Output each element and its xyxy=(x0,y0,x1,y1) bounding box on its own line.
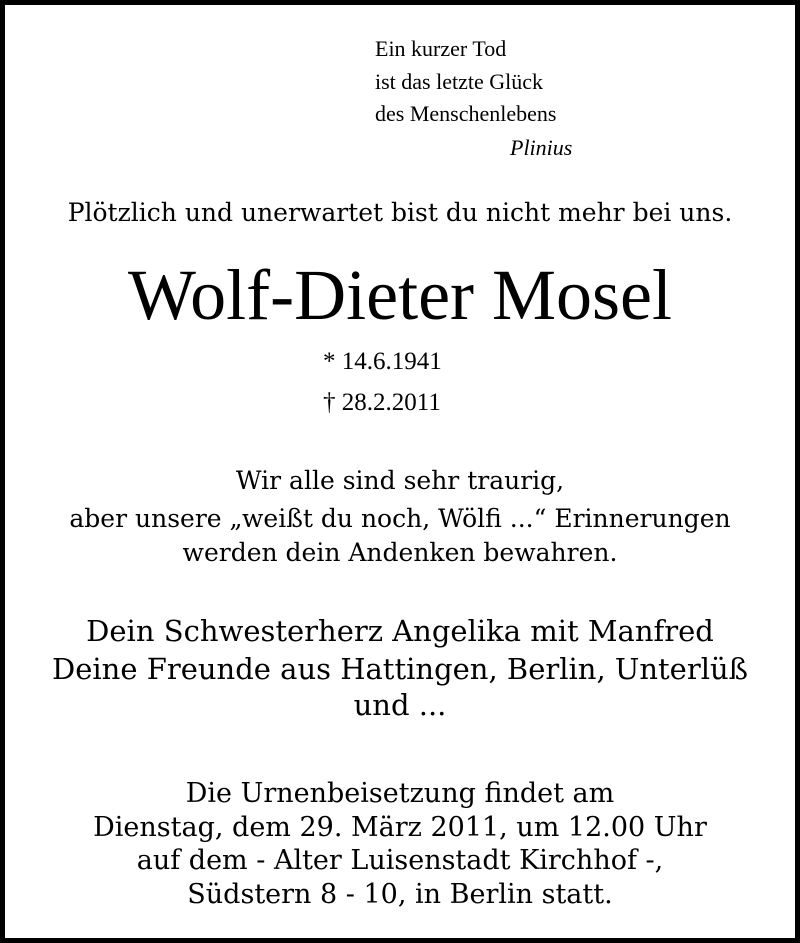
intro-sentence: Plötzlich und unerwartet bist du nicht mehr bei uns. xyxy=(67,198,733,227)
birth-date: * 14.6.1941 xyxy=(323,348,442,375)
message-line: Wir alle sind sehr traurig, xyxy=(235,466,565,495)
quote-line: ist das letzte Glück xyxy=(375,69,544,94)
service-line: Dienstag, dem 29. März 2011, um 12.00 Uhr xyxy=(93,812,707,843)
mourner-line: Deine Freunde aus Hattingen, Berlin, Unterlüß xyxy=(51,652,749,686)
deceased-name: Wolf-Dieter Mosel xyxy=(127,255,673,335)
quote-line: Ein kurzer Tod xyxy=(375,36,507,61)
service-line: Südstern 8 - 10, in Berlin statt. xyxy=(187,879,613,910)
mourner-line: Dein Schwesterherz Angelika mit Manfred xyxy=(86,614,714,648)
message-line: werden dein Andenken bewahren. xyxy=(182,538,618,567)
death-date: † 28.2.2011 xyxy=(323,389,441,416)
service-line: auf dem - Alter Luisenstadt Kirchhof -, xyxy=(136,845,664,876)
mourner-line: und ... xyxy=(353,688,447,722)
quote-line: des Menschenlebens xyxy=(375,101,557,126)
message-line: aber unsere „weißt du noch, Wölfi ...“ Erinnerungen xyxy=(69,504,731,533)
service-line: Die Urnenbeisetzung findet am xyxy=(185,778,615,809)
quote-attribution: Plinius xyxy=(510,135,573,160)
